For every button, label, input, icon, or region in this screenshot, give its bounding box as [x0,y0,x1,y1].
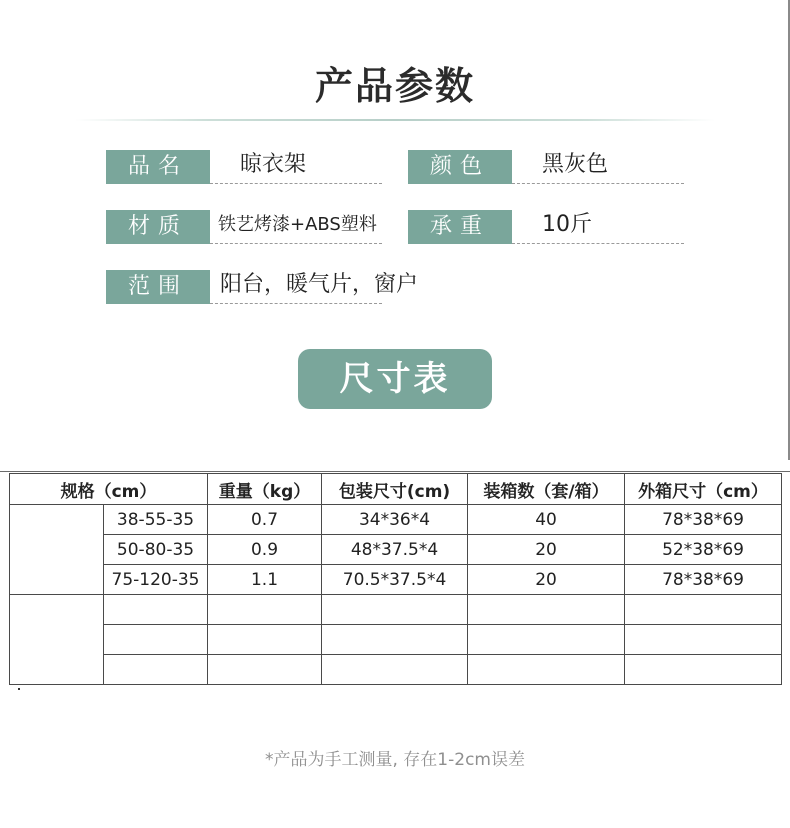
size-table [9,473,782,685]
table-cell [468,625,625,655]
table-cell: 20 [468,535,625,565]
header-carton-size: 外箱尺寸（cm） [625,474,782,505]
scope-label: 范围 [106,270,210,304]
title-divider [75,119,715,121]
size-table-badge: 尺寸表 [298,349,492,409]
material-value: 铁艺烤漆+ABS塑料 [210,210,382,244]
table-cell [322,625,468,655]
table-header-row [10,474,782,505]
table-cell [208,625,322,655]
table-cell: 70.5*37.5*4 [322,565,468,595]
table-cell: 40 [468,505,625,535]
header-spec: 规格（cm） [10,474,208,505]
load-label: 承重 [408,210,512,244]
header-carton-qty: 装箱数（套/箱） [468,474,625,505]
table-merged-cell [10,595,104,685]
table-cell [322,655,468,685]
table-cell: 78*38*69 [625,565,782,595]
table-cell [625,595,782,625]
table-row-empty [10,655,782,685]
table-cell: 50-80-35 [104,535,208,565]
table-cell: 78*38*69 [625,505,782,535]
table-cell [104,655,208,685]
measurement-footnote: *产品为手工测量, 存在1-2cm误差 [265,750,525,770]
color-value: 黑灰色 [512,150,684,184]
table-cell: 38-55-35 [104,505,208,535]
table-row-empty [10,595,782,625]
table-row [10,535,782,565]
table-cell: 48*37.5*4 [322,535,468,565]
table-cell [208,655,322,685]
header-weight: 重量（kg） [208,474,322,505]
table-row [10,565,782,595]
table-cell [322,595,468,625]
table-cell: 0.9 [208,535,322,565]
material-label: 材质 [106,210,210,244]
table-cell: 75-120-35 [104,565,208,595]
table-cell [468,595,625,625]
table-cell: 0.7 [208,505,322,535]
table-cell [625,625,782,655]
table-top-rule [0,471,790,472]
page-title: 产品参数 [314,64,475,108]
load-value: 10斤 [512,210,684,244]
table-cell [625,655,782,685]
table-row [10,505,782,535]
table-cell: 20 [468,565,625,595]
table-cell: 34*36*4 [322,505,468,535]
stray-dot [18,688,20,690]
color-label: 颜色 [408,150,512,184]
name-label: 品名 [106,150,210,184]
table-row-empty [10,625,782,655]
table-cell [468,655,625,685]
name-value: 晾衣架 [210,150,382,184]
table-cell: 52*38*69 [625,535,782,565]
scope-value: 阳台，暖气片，窗户 [210,270,382,304]
table-cell [104,595,208,625]
header-package-size: 包装尺寸(cm) [322,474,468,505]
table-merged-cell [10,505,104,595]
table-cell [208,595,322,625]
table-cell [104,625,208,655]
table-cell: 1.1 [208,565,322,595]
